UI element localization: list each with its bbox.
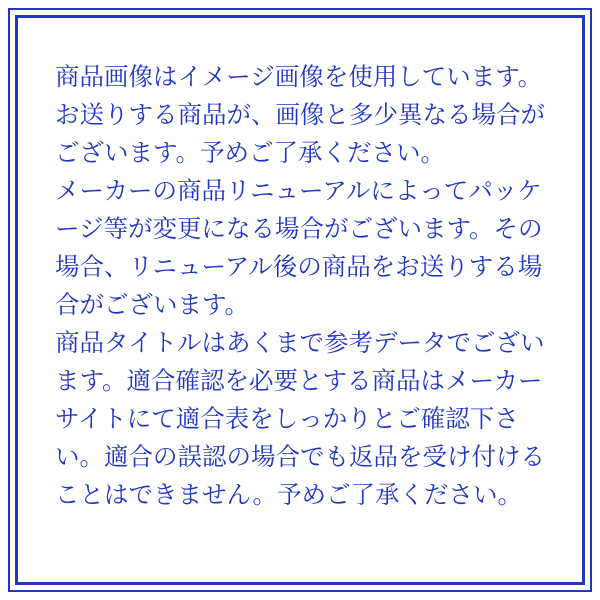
notice-paragraph-3: 商品タイトルはあくまで参考データでございます。適合確認を必要とする商品はメーカーサイトにて適合表をしっかりとご確認下さい。適合の誤認の場合でも返品を受け付けることはできません。予めご了承ください。	[55, 328, 545, 509]
notice-paragraph-1: 商品画像はイメージ画像を使用しています。お送りする商品が、画像と多少異なる場合がございます。予めご了承ください。	[55, 62, 545, 167]
notice-paragraph-2: メーカーの商品リニューアルによってパッケージ等が変更になる場合がございます。その場合、リニューアル後の商品をお送りする場合がございます。	[55, 176, 543, 319]
notice-text-block	[55, 58, 555, 514]
